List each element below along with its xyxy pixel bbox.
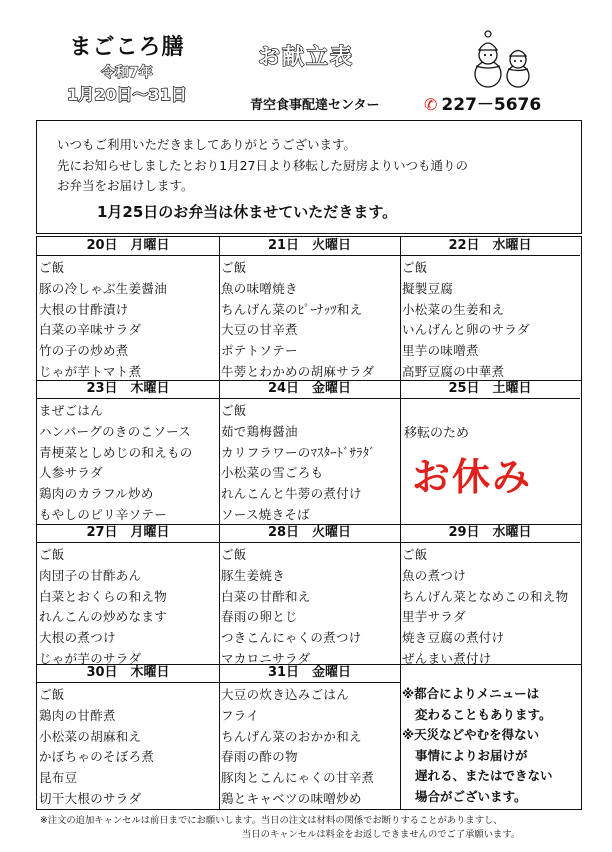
day-cell (37, 524, 219, 664)
day-cell (400, 237, 580, 380)
dish: つきこんにゃくの煮つけ (221, 630, 362, 646)
dish: ご飯 (221, 260, 247, 275)
day-header: 27日 月曜日 (37, 524, 219, 543)
dish: 魚の味噌焼き (221, 280, 298, 296)
dish: 小松菜の生姜和え (402, 301, 505, 317)
dish-list (400, 543, 580, 670)
dish: 大根の煮つけ (39, 630, 116, 646)
closed-reason: 移転のため (404, 426, 470, 441)
remarks-list (402, 684, 553, 807)
dish: れんこんと牛蒡の煮付け (221, 486, 362, 502)
notice-line: 先にお知らせしましたとおり1月27日より移転した厨房よりいつも通りの (57, 158, 468, 173)
dish: ご飯 (402, 260, 428, 275)
dish: 白菜の辛味サラダ (39, 322, 142, 338)
center-name: 青空食事配達センター (250, 98, 380, 113)
day-header: 29日 水曜日 (400, 524, 580, 543)
remark-line: 変わることもあります。 (415, 706, 552, 722)
dish: ちんげん菜のおかか和え (221, 728, 362, 744)
day-cell (37, 380, 219, 524)
dish: ご飯 (39, 547, 65, 562)
dish: れんこんの炒めなます (39, 609, 168, 625)
dish: 里芋サラダ (402, 609, 466, 625)
dish-list (219, 543, 400, 670)
dish: かぼちゃのそぼろ煮 (39, 749, 155, 765)
menu-title: お献立表 (258, 45, 355, 70)
dish: 竹の子の炒め煮 (39, 343, 129, 359)
dish: ご飯 (402, 547, 428, 562)
notice-box (36, 120, 582, 234)
dish: いんげんと卵のサラダ (402, 322, 530, 338)
brand-name: まごころ膳 (69, 35, 185, 60)
phone-number (424, 90, 541, 115)
phone-icon: ✆ (424, 95, 438, 114)
dish: 小松菜の雪ごろも (221, 465, 324, 481)
dish: ハンバーグのきのこソース (39, 423, 192, 439)
snowman-icon (466, 28, 538, 90)
dish: 肉団子の甘酢あん (39, 567, 142, 583)
dish: 大根の甘酢漬け (39, 301, 129, 317)
dish: もやしのピリ辛ソテー (39, 506, 168, 522)
dish: 鶏肉のカラフル炒め (39, 486, 154, 502)
dish: 焼き豆腐の煮付け (402, 630, 505, 646)
dish: ご飯 (221, 403, 247, 418)
day-header: 21日 火曜日 (219, 237, 400, 256)
dish: 里芋の味噌煮 (402, 343, 479, 359)
closed-announcement: 1月25日のお弁当は休ませていただきます。 (97, 203, 398, 221)
day-cell-closed (400, 380, 580, 524)
day-header: 30日 木曜日 (37, 664, 219, 683)
footer-note: ※注文の追加キャンセルは前日までにお願いします。当日の注文は材料の関係でお断りすることがありますし、 (40, 815, 503, 826)
day-cell (219, 524, 400, 664)
dish: 牛蒡とわかめの胡麻サラダ (221, 363, 375, 379)
period-label: 1月20日～31日 (67, 85, 187, 104)
dish: じゃが芋のサラダ (39, 650, 142, 666)
dish: じゃが芋トマト煮 (39, 363, 142, 379)
dish-list (219, 399, 400, 526)
dish: 大豆の炊き込みごはん (221, 687, 350, 702)
dish: 鶏とキャベツの味噌炒め (221, 790, 362, 806)
dish: 人参サラダ (39, 465, 103, 481)
dish: 豚の冷しゃぶ生姜醤油 (39, 280, 168, 296)
day-header: 25日 土曜日 (400, 380, 580, 399)
dish: ご飯 (221, 547, 247, 562)
dish-list (37, 543, 219, 670)
phone-text: 227－5676 (441, 95, 542, 115)
dish: ご飯 (39, 687, 65, 702)
dish: ソース焼きそば (221, 506, 310, 522)
dish: ちんげん菜となめこの和え物 (402, 588, 569, 604)
closed-label: お休み (412, 455, 533, 499)
dish-list (219, 683, 400, 810)
footer-note: 当日のキャンセルは料金をお返しできませんのでご了承願います。 (242, 829, 521, 840)
remark-line: 事情によりお届けが (415, 747, 528, 763)
remark-line: ※天災などやむを得ない (402, 727, 540, 742)
dish: 白菜とおくらの和え物 (39, 588, 168, 604)
day-header: 20日 月曜日 (37, 237, 219, 256)
dish: 昆布豆 (39, 770, 78, 786)
dish: ぜんまい煮付け (402, 650, 492, 666)
day-cell (37, 237, 219, 380)
dish: 春雨の酢の物 (221, 749, 298, 765)
dish: 小松菜の胡麻和え (39, 728, 142, 744)
day-cell (219, 237, 400, 380)
day-header: 28日 火曜日 (219, 524, 400, 543)
dish: 春雨の卵とじ (221, 609, 298, 625)
dish: フライ (221, 707, 260, 723)
day-cell (400, 524, 580, 664)
remark-line: ※都合によりメニューは (402, 686, 540, 701)
dish: 茹で鶏梅醤油 (221, 423, 298, 439)
dish-list (37, 256, 219, 383)
dish: 魚の煮つけ (402, 567, 467, 583)
dish-list (219, 256, 400, 383)
dish: ちんげん菜のﾋﾟｰﾅｯﾂ和え (221, 301, 363, 317)
day-cell (37, 664, 219, 808)
remark-line: 場合がございます。 (415, 788, 527, 804)
dish: 擬製豆腐 (402, 280, 454, 296)
dish: 豚生姜焼き (221, 567, 286, 583)
dish: 青梗菜としめじの和えもの (39, 444, 193, 460)
dish: 白菜の甘酢和え (221, 588, 311, 604)
dish: 切干大根のサラダ (39, 790, 142, 806)
dish: 大豆の甘辛煮 (221, 322, 298, 338)
dish: 鶏肉の甘酢煮 (39, 707, 116, 723)
day-header: 24日 金曜日 (219, 380, 400, 399)
day-header: 22日 水曜日 (400, 237, 580, 256)
remark-line: 遅れる、またはできない (415, 768, 553, 783)
day-header: 31日 金曜日 (219, 664, 400, 683)
dish-list (400, 256, 580, 383)
notice-line: いつもご利用いただきましてありがとうございます。 (57, 137, 357, 152)
dish: 豚肉とこんにゃくの甘辛煮 (221, 770, 375, 786)
dish: 高野豆腐の中華煮 (402, 363, 505, 379)
dish-list (37, 683, 219, 810)
day-cell (219, 380, 400, 524)
dish: カリフラワーのﾏｽﾀｰﾄﾞｻﾗﾀﾞ (221, 444, 376, 460)
day-header: 23日 木曜日 (37, 380, 219, 399)
dish: まぜごはん (39, 403, 104, 418)
day-cell (219, 664, 400, 808)
notice-line: お弁当をお届けします。 (57, 178, 194, 193)
dish: マカロニサラダ (221, 650, 311, 666)
brand-block (62, 30, 192, 105)
menu-grid (36, 236, 582, 810)
era-label: 令和7年 (101, 65, 153, 81)
dish: ご飯 (39, 260, 65, 275)
remarks-cell (400, 664, 580, 808)
dish-list (37, 399, 219, 526)
dish: ポテトソテー (221, 343, 298, 359)
